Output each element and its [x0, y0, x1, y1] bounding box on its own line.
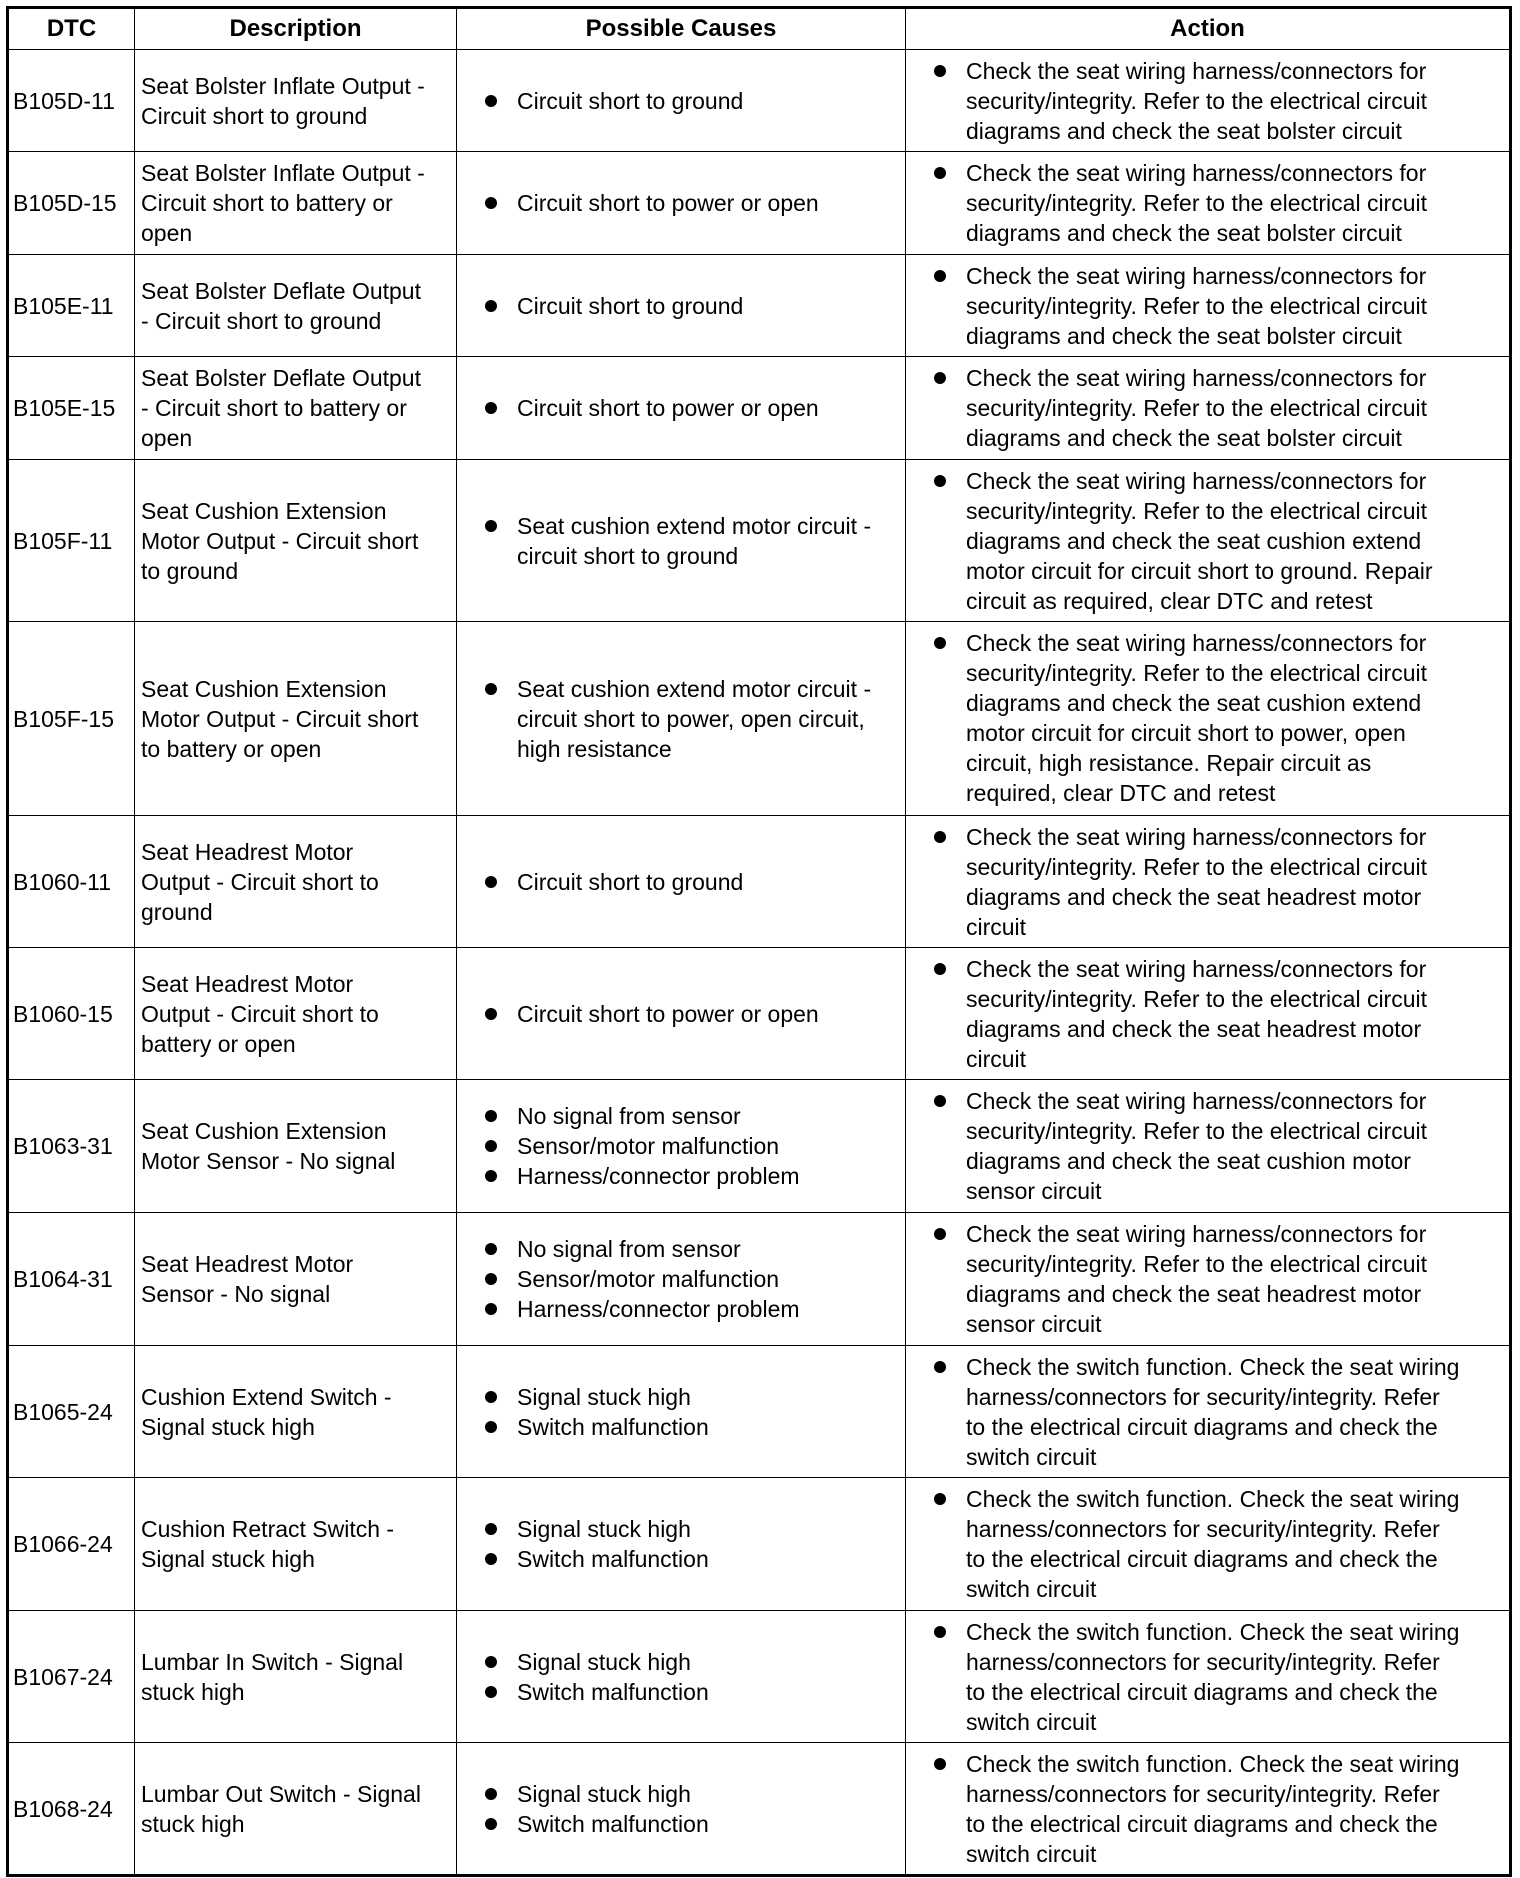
action-line: circuit [966, 914, 1027, 940]
cause-item [485, 291, 899, 321]
dtc-table [6, 6, 1512, 1877]
cause-line: No signal from sensor [517, 1236, 741, 1262]
causes-list [463, 291, 899, 321]
description-line: open [141, 425, 193, 451]
dtc-code: B105E-11 [8, 255, 135, 357]
action-line: sensor circuit [966, 1178, 1102, 1204]
causes-list [463, 1514, 899, 1574]
cause-line: Seat cushion extend motor circuit - [517, 675, 872, 702]
action-line: to the electrical circuit diagrams and check the [966, 1414, 1438, 1440]
description-cell [135, 948, 457, 1080]
action-list [912, 1749, 1503, 1869]
description-line: Lumbar In Switch - Signal [141, 1648, 404, 1675]
description-line: Seat Bolster Deflate Output [141, 365, 421, 391]
possible-causes-cell [457, 1346, 906, 1478]
action-item [934, 1219, 1503, 1339]
cause-line: Circuit short to power or open [517, 395, 819, 421]
action-line: Check the seat wiring harness/connectors for [966, 160, 1427, 186]
description-cell [135, 1611, 457, 1743]
action-line: security/integrity. Refer to the electrical circuit [966, 395, 1428, 421]
possible-causes-cell [457, 1611, 906, 1743]
causes-list [463, 999, 899, 1029]
description-line: Sensor - No signal [141, 1281, 331, 1307]
action-cell [906, 50, 1511, 152]
action-item [934, 1086, 1503, 1206]
action-line: diagrams and check the seat bolster circuit [966, 118, 1402, 144]
action-list [912, 56, 1503, 146]
cause-line: Switch malfunction [517, 1546, 709, 1572]
cause-line: circuit short to ground [517, 542, 739, 569]
header-description: Description [135, 8, 457, 50]
action-line: Check the seat wiring harness/connectors for [966, 630, 1427, 656]
action-cell [906, 1213, 1511, 1346]
action-item [934, 1484, 1503, 1604]
action-line: diagrams and check the seat cushion extend [966, 690, 1422, 716]
action-line: Check the switch function. Check the seat wiring [966, 1486, 1460, 1512]
header-action: Action [906, 8, 1511, 50]
table-row [8, 948, 1511, 1080]
action-line: Check the switch function. Check the seat wiring [966, 1354, 1460, 1380]
action-list [912, 466, 1503, 616]
cause-item [485, 1131, 899, 1161]
causes-list [463, 1779, 899, 1839]
action-item [934, 1617, 1503, 1737]
causes-list [463, 674, 899, 764]
description-line: ground [141, 898, 213, 925]
possible-causes-cell [457, 50, 906, 152]
possible-causes-cell [457, 816, 906, 948]
header-row [8, 8, 1511, 50]
action-line: Check the seat wiring harness/connectors for [966, 824, 1427, 850]
possible-causes-cell [457, 152, 906, 255]
cause-item [485, 1412, 899, 1442]
description-cell [135, 255, 457, 357]
action-item [934, 261, 1503, 351]
description-cell [135, 1346, 457, 1478]
action-line: security/integrity. Refer to the electrical circuit [966, 660, 1428, 686]
description-line: Output - Circuit short to [141, 1000, 379, 1027]
action-cell [906, 1611, 1511, 1743]
action-line: switch circuit [966, 1709, 1097, 1735]
cause-line: Circuit short to ground [517, 87, 744, 114]
cause-line: Harness/connector problem [517, 1296, 800, 1322]
action-line: circuit as required, clear DTC and retest [966, 588, 1373, 614]
action-list [912, 822, 1503, 942]
cause-line: high resistance [517, 735, 672, 762]
cause-line: Signal stuck high [517, 1516, 691, 1542]
action-cell [906, 460, 1511, 622]
action-line: switch circuit [966, 1444, 1097, 1470]
action-line: Check the seat wiring harness/connectors for [966, 365, 1427, 391]
cause-item [485, 393, 899, 423]
description-line: stuck high [141, 1810, 245, 1837]
action-list [912, 1352, 1503, 1472]
header-dtc: DTC [8, 8, 135, 50]
action-line: harness/connectors for security/integrity. Refer [966, 1384, 1440, 1410]
action-line: diagrams and check the seat cushion motor [966, 1148, 1411, 1174]
description-line: Motor Output - Circuit short [141, 705, 419, 732]
cause-item [485, 1647, 899, 1677]
action-line: motor circuit for circuit short to ground. Repair [966, 558, 1433, 584]
cause-line: circuit short to power, open circuit, [517, 705, 865, 732]
possible-causes-cell [457, 622, 906, 816]
description-line: Signal stuck high [141, 1413, 315, 1440]
cause-item [485, 1101, 899, 1131]
description-line: Signal stuck high [141, 1546, 315, 1572]
description-line: stuck high [141, 1678, 245, 1705]
action-line: switch circuit [966, 1841, 1097, 1867]
description-cell [135, 622, 457, 816]
description-line: Circuit short to battery or [141, 190, 393, 216]
cause-item [485, 1382, 899, 1412]
description-line: - Circuit short to battery or [141, 395, 407, 421]
table-row [8, 622, 1511, 816]
action-list [912, 261, 1503, 351]
action-line: harness/connectors for security/integrity. Refer [966, 1649, 1440, 1675]
cause-line: Circuit short to power or open [517, 1000, 819, 1027]
action-item [934, 1352, 1503, 1472]
action-line: security/integrity. Refer to the electrical circuit [966, 854, 1428, 880]
action-line: diagrams and check the seat headrest motor [966, 1281, 1422, 1307]
dtc-code: B105D-11 [8, 50, 135, 152]
possible-causes-cell [457, 1743, 906, 1876]
action-list [912, 363, 1503, 453]
action-list [912, 1484, 1503, 1604]
cause-item [485, 188, 899, 218]
cause-line: Sensor/motor malfunction [517, 1133, 780, 1159]
table-row [8, 460, 1511, 622]
cause-line: Signal stuck high [517, 1383, 691, 1410]
action-line: diagrams and check the seat headrest motor [966, 884, 1422, 910]
dtc-code: B1065-24 [8, 1346, 135, 1478]
possible-causes-cell [457, 1213, 906, 1346]
cause-item [485, 867, 899, 897]
cause-item [485, 1161, 899, 1191]
table-row [8, 50, 1511, 152]
causes-list [463, 1647, 899, 1707]
table-row [8, 1080, 1511, 1213]
causes-list [463, 1234, 899, 1324]
table-row [8, 1213, 1511, 1346]
description-cell [135, 460, 457, 622]
description-line: to ground [141, 557, 239, 584]
cause-line: Switch malfunction [517, 1413, 709, 1440]
action-line: to the electrical circuit diagrams and check the [966, 1811, 1438, 1837]
action-item [934, 822, 1503, 942]
possible-causes-cell [457, 1478, 906, 1611]
action-cell [906, 1743, 1511, 1876]
action-cell [906, 622, 1511, 816]
description-cell [135, 816, 457, 948]
action-list [912, 1219, 1503, 1339]
causes-list [463, 188, 899, 218]
action-line: motor circuit for circuit short to power, open [966, 720, 1406, 746]
possible-causes-cell [457, 357, 906, 460]
action-list [912, 1617, 1503, 1737]
action-line: switch circuit [966, 1576, 1097, 1602]
cause-item [485, 1514, 899, 1544]
dtc-code: B105E-15 [8, 357, 135, 460]
action-list [912, 628, 1503, 808]
dtc-code: B1060-15 [8, 948, 135, 1080]
action-line: Check the seat wiring harness/connectors for [966, 263, 1427, 289]
action-line: diagrams and check the seat bolster circuit [966, 323, 1402, 349]
description-line: Seat Cushion Extension [141, 497, 387, 524]
description-line: open [141, 220, 193, 246]
description-cell [135, 1478, 457, 1611]
action-cell [906, 1346, 1511, 1478]
table-row [8, 1611, 1511, 1743]
description-line: Output - Circuit short to [141, 868, 379, 895]
action-cell [906, 1080, 1511, 1213]
description-line: Circuit short to ground [141, 102, 368, 129]
action-line: security/integrity. Refer to the electrical circuit [966, 190, 1428, 216]
description-line: Lumbar Out Switch - Signal [141, 1780, 421, 1807]
description-line: Seat Bolster Inflate Output - [141, 72, 425, 99]
cause-item [485, 1677, 899, 1707]
description-line: Motor Sensor - No signal [141, 1148, 396, 1174]
action-line: to the electrical circuit diagrams and check the [966, 1546, 1438, 1572]
action-cell [906, 948, 1511, 1080]
action-line: security/integrity. Refer to the electrical circuit [966, 498, 1428, 524]
cause-item [485, 86, 899, 116]
action-cell [906, 255, 1511, 357]
description-line: Seat Headrest Motor [141, 838, 354, 865]
description-cell [135, 1743, 457, 1876]
description-line: Cushion Extend Switch - [141, 1383, 392, 1410]
dtc-code: B1068-24 [8, 1743, 135, 1876]
cause-item [485, 1264, 899, 1294]
action-line: diagrams and check the seat bolster circuit [966, 425, 1402, 451]
dtc-code: B1063-31 [8, 1080, 135, 1213]
action-cell [906, 152, 1511, 255]
cause-line: Harness/connector problem [517, 1163, 800, 1189]
description-line: Cushion Retract Switch - [141, 1516, 395, 1542]
table-row [8, 816, 1511, 948]
description-line: Seat Cushion Extension [141, 675, 387, 702]
action-line: harness/connectors for security/integrity. Refer [966, 1516, 1440, 1542]
table-row [8, 152, 1511, 255]
action-line: Check the seat wiring harness/connectors for [966, 956, 1427, 982]
description-line: Motor Output - Circuit short [141, 527, 419, 554]
action-line: Check the switch function. Check the seat wiring [966, 1751, 1460, 1777]
action-item [934, 628, 1503, 808]
causes-list [463, 867, 899, 897]
cause-line: Signal stuck high [517, 1648, 691, 1675]
action-item [934, 56, 1503, 146]
possible-causes-cell [457, 255, 906, 357]
action-line: diagrams and check the seat cushion extend [966, 528, 1422, 554]
description-line: Seat Bolster Inflate Output - [141, 160, 425, 186]
action-line: diagrams and check the seat bolster circuit [966, 220, 1402, 246]
action-item [934, 954, 1503, 1074]
action-line: to the electrical circuit diagrams and check the [966, 1679, 1438, 1705]
cause-item [485, 999, 899, 1029]
action-line: harness/connectors for security/integrity. Refer [966, 1781, 1440, 1807]
action-line: security/integrity. Refer to the electrical circuit [966, 88, 1428, 114]
action-list [912, 954, 1503, 1074]
cause-item [485, 1779, 899, 1809]
dtc-code: B1060-11 [8, 816, 135, 948]
action-list [912, 158, 1503, 248]
cause-item [485, 1294, 899, 1324]
cause-line: Circuit short to ground [517, 868, 744, 895]
cause-line: Sensor/motor malfunction [517, 1266, 780, 1292]
dtc-code: B1066-24 [8, 1478, 135, 1611]
dtc-code: B1067-24 [8, 1611, 135, 1743]
description-line: Seat Headrest Motor [141, 970, 354, 997]
action-cell [906, 1478, 1511, 1611]
action-line: Check the seat wiring harness/connectors for [966, 58, 1427, 84]
causes-list [463, 86, 899, 116]
possible-causes-cell [457, 460, 906, 622]
action-item [934, 363, 1503, 453]
cause-item [485, 674, 899, 764]
action-line: security/integrity. Refer to the electrical circuit [966, 1251, 1428, 1277]
description-line: - Circuit short to ground [141, 307, 382, 334]
action-list [912, 1086, 1503, 1206]
possible-causes-cell [457, 948, 906, 1080]
cause-item [485, 1544, 899, 1574]
table-row [8, 1346, 1511, 1478]
dtc-code: B1064-31 [8, 1213, 135, 1346]
action-item [934, 1749, 1503, 1869]
description-line: to battery or open [141, 735, 322, 762]
cause-line: Circuit short to power or open [517, 190, 819, 216]
action-line: diagrams and check the seat headrest motor [966, 1016, 1422, 1042]
action-line: circuit [966, 1046, 1027, 1072]
action-line: Check the seat wiring harness/connectors for [966, 1088, 1427, 1114]
possible-causes-cell [457, 1080, 906, 1213]
table-row [8, 1743, 1511, 1876]
description-line: battery or open [141, 1030, 296, 1057]
description-cell [135, 357, 457, 460]
cause-line: No signal from sensor [517, 1103, 741, 1129]
dtc-code: B105F-11 [8, 460, 135, 622]
table-row [8, 357, 1511, 460]
table-body [8, 50, 1511, 1876]
table-row [8, 1478, 1511, 1611]
cause-line: Signal stuck high [517, 1780, 691, 1807]
action-line: security/integrity. Refer to the electrical circuit [966, 986, 1428, 1012]
table-row [8, 255, 1511, 357]
cause-line: Circuit short to ground [517, 292, 744, 319]
action-line: required, clear DTC and retest [966, 780, 1276, 806]
cause-item [485, 511, 899, 571]
action-line: Check the seat wiring harness/connectors for [966, 1221, 1427, 1247]
action-line: Check the seat wiring harness/connectors for [966, 468, 1427, 494]
action-line: sensor circuit [966, 1311, 1102, 1337]
description-cell [135, 50, 457, 152]
cause-line: Switch malfunction [517, 1810, 709, 1837]
action-cell [906, 816, 1511, 948]
causes-list [463, 1101, 899, 1191]
description-cell [135, 152, 457, 255]
causes-list [463, 393, 899, 423]
cause-item [485, 1809, 899, 1839]
dtc-code: B105D-15 [8, 152, 135, 255]
action-item [934, 158, 1503, 248]
description-line: Seat Cushion Extension [141, 1118, 387, 1144]
action-cell [906, 357, 1511, 460]
causes-list [463, 1382, 899, 1442]
cause-item [485, 1234, 899, 1264]
description-line: Seat Bolster Deflate Output [141, 277, 421, 304]
header-possible-causes: Possible Causes [457, 8, 906, 50]
action-item [934, 466, 1503, 616]
causes-list [463, 511, 899, 571]
action-line: Check the switch function. Check the seat wiring [966, 1619, 1460, 1645]
action-line: security/integrity. Refer to the electrical circuit [966, 293, 1428, 319]
cause-line: Switch malfunction [517, 1678, 709, 1705]
description-line: Seat Headrest Motor [141, 1251, 354, 1277]
dtc-code: B105F-15 [8, 622, 135, 816]
action-line: security/integrity. Refer to the electrical circuit [966, 1118, 1428, 1144]
cause-line: Seat cushion extend motor circuit - [517, 512, 872, 539]
action-line: circuit, high resistance. Repair circuit as [966, 750, 1372, 776]
description-cell [135, 1213, 457, 1346]
description-cell [135, 1080, 457, 1213]
